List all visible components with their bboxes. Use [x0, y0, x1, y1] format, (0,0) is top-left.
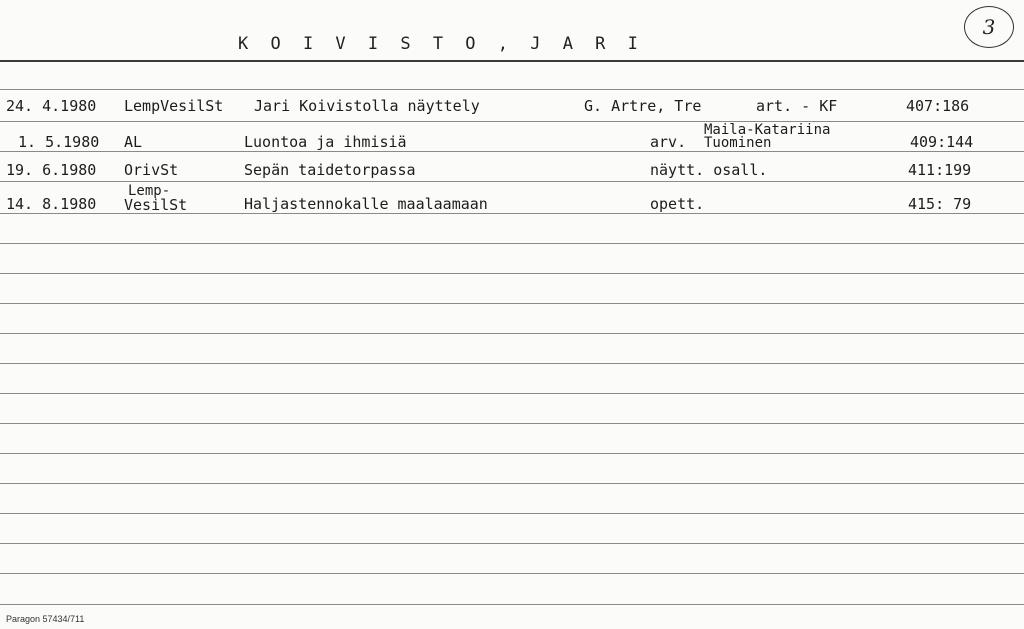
rule: [0, 604, 1024, 605]
entry-note: art. - KF: [756, 97, 838, 115]
entry-author: opett.: [650, 195, 705, 213]
entry-ref: 415: 79: [908, 195, 972, 213]
rule: [0, 151, 1024, 152]
entry-title: Luontoa ja ihmisiä: [244, 133, 407, 151]
entry-ref: 409:144: [910, 133, 974, 151]
entry-author-line2: Tuominen: [704, 135, 772, 151]
rule: [0, 483, 1024, 484]
rule: [0, 423, 1024, 424]
rule: [0, 303, 1024, 304]
rule: [0, 573, 1024, 574]
rule: [0, 121, 1024, 122]
rule: [0, 89, 1024, 90]
entry-source: OrivSt: [124, 161, 179, 179]
rule: [0, 181, 1024, 182]
rule: [0, 243, 1024, 244]
entry-ref: 411:199: [908, 161, 972, 179]
entry-date: 19. 6.1980: [6, 161, 97, 179]
rule: [0, 393, 1024, 394]
rule: [0, 453, 1024, 454]
entry-source: AL: [124, 133, 143, 151]
page-number-circle: 3: [964, 6, 1014, 48]
rule: [0, 333, 1024, 334]
entry-date: 1. 5.1980: [18, 133, 100, 151]
rule: [0, 513, 1024, 514]
header-rule: [0, 60, 1024, 62]
card-name: K O I V I S T O , J A R I: [238, 34, 644, 54]
entry-source-line2: VesilSt: [124, 196, 188, 214]
entry-author: näytt. osall.: [650, 161, 768, 179]
rule: [0, 543, 1024, 544]
entry-title: Haljastennokalle maalaamaan: [244, 195, 488, 213]
entry-author: G. Artre, Tre: [584, 97, 702, 115]
entry-title: Sepän taidetorpassa: [244, 161, 416, 179]
entry-source: LempVesilSt: [124, 97, 224, 115]
entry-date: 14. 8.1980: [6, 195, 97, 213]
entry-author-prefix: arv.: [650, 133, 687, 151]
rule: [0, 273, 1024, 274]
entry-title: Jari Koivistolla näyttely: [254, 97, 480, 115]
entry-date: 24. 4.1980: [6, 97, 97, 115]
card-footer-printer-mark: Paragon 57434/711: [6, 614, 85, 624]
rule: [0, 363, 1024, 364]
entry-ref: 407:186: [906, 97, 970, 115]
entry-source-line1: Lemp-: [128, 183, 171, 199]
entry-author-line1: Maila-Katariina: [704, 122, 831, 138]
